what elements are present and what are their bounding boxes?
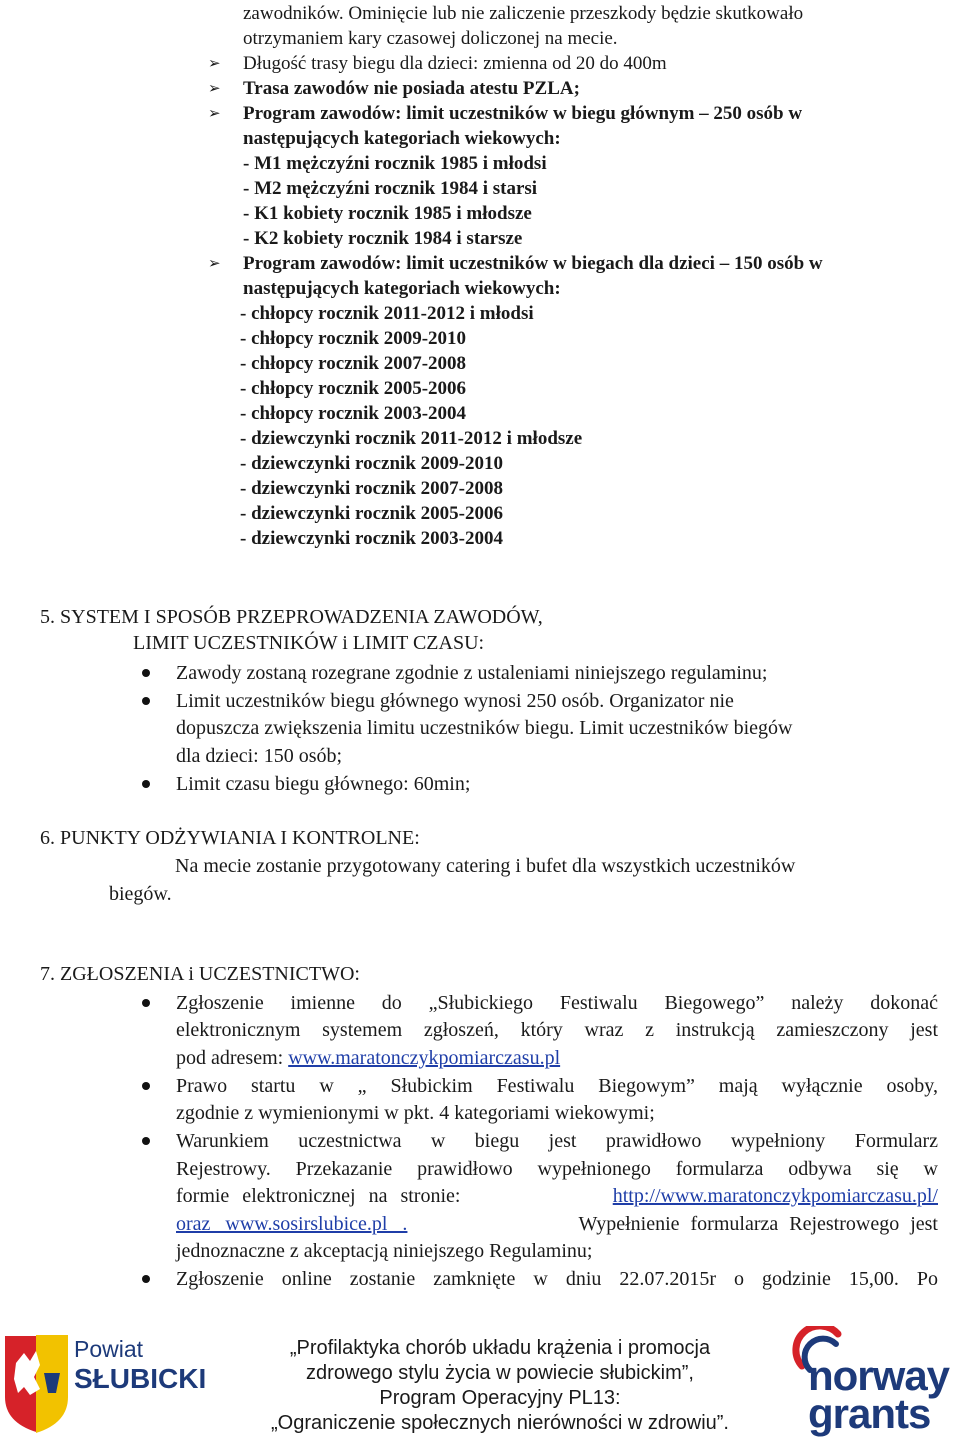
kids-run-limit-line-2: następujących kategoriach wiekowych: bbox=[243, 278, 561, 299]
category-kids: - dziewczynki rocznik 2011-2012 i młodsze bbox=[240, 428, 583, 449]
s7-item-3-line-5: jednoznaczne z akceptacją niniejszego Regulaminu; bbox=[176, 1240, 593, 1262]
category-main: - K1 kobiety rocznik 1985 i młodsze bbox=[243, 203, 532, 224]
registration-link[interactable]: www.maratonczykpomiarczasu.pl bbox=[288, 1047, 561, 1069]
category-kids: - chłopcy rocznik 2011-2012 i młodsi bbox=[240, 303, 534, 324]
s5-item-limit-line-2: dopuszcza zwiększenia limitu uczestników biegu. Limit uczestników biegów bbox=[176, 717, 793, 739]
s5-item-limit-line-1: Limit uczestników biegu głównego wynosi 250 osób. Organizator nie bbox=[176, 690, 734, 712]
footer-caption bbox=[240, 1336, 760, 1436]
category-main: - M2 mężczyźni rocznik 1984 i starsi bbox=[243, 178, 538, 199]
s7-item-3-line-3 bbox=[176, 1182, 938, 1210]
continuation-line-2: otrzymaniem kary czasowej doliczonej na mecie. bbox=[243, 28, 618, 49]
continuation-line-1: zawodników. Ominięcie lub nie zaliczenie przeszkody będzie skutkowało bbox=[243, 3, 804, 24]
category-kids: - chłopcy rocznik 2007-2008 bbox=[240, 353, 467, 374]
bullet-dot-icon bbox=[142, 1082, 150, 1090]
s6-text-line-1: Na mecie zostanie przygotowany catering i bufet dla wszystkich uczestników bbox=[175, 855, 796, 877]
norway-label: norway bbox=[808, 1352, 950, 1399]
category-kids: - dziewczynki rocznik 2007-2008 bbox=[240, 478, 503, 499]
footer-caption-line-2: zdrowego stylu życia w powiecie słubickim”, bbox=[306, 1362, 694, 1384]
section-7-title: 7. ZGŁOSZENIA i UCZESTNICTWO: bbox=[40, 963, 360, 985]
footer-caption-line-3: Program Operacyjny PL13: bbox=[379, 1387, 621, 1409]
category-kids: - dziewczynki rocznik 2005-2006 bbox=[240, 503, 503, 524]
bullet-dot-icon bbox=[142, 697, 150, 705]
s6-text-line-2: biegów. bbox=[109, 883, 172, 905]
category-main: - K2 kobiety rocznik 1984 i starsze bbox=[243, 228, 523, 249]
form-link[interactable]: http://www.maratonczykpomiarczasu.pl/ bbox=[612, 1185, 938, 1207]
footer-slubicki-label: SŁUBICKI bbox=[74, 1363, 207, 1394]
s7-item-1-line-3 bbox=[176, 1044, 560, 1072]
main-run-limit-line-2: następujących kategoriach wiekowych: bbox=[243, 128, 561, 149]
s7-item-1-address-label: pod adresem: bbox=[176, 1047, 289, 1069]
s7-item-3-line-2: Rejestrowy. Przekazanie prawidłowo wypełnionego formularza odbywa się w bbox=[176, 1158, 938, 1180]
s7-item-3-line-1: Warunkiem uczestnictwa w biegu jest prawidłowo wypełniony Formularz bbox=[176, 1130, 938, 1152]
s5-item-time-limit: Limit czasu biegu głównego: 60min; bbox=[176, 773, 471, 795]
s7-item-1-line-2: elektronicznym systemem zgłoszeń, który wraz z instrukcją zamieszczony jest bbox=[176, 1019, 938, 1041]
arrow-bullet-icon: ➢ bbox=[208, 254, 221, 272]
s7-item-4: Zgłoszenie online zostanie zamknięte w dniu 22.07.2015r o godzinie 15,00. Po bbox=[176, 1268, 938, 1290]
s7-item-2-line-1: Prawo startu w „ Słubickim Festiwalu Biegowym” mają wyłącznie osoby, bbox=[176, 1075, 938, 1097]
s7-item-3-form-note: Wypełnienie formularza Rejestrowego jest bbox=[578, 1213, 938, 1235]
section-5-subtitle: LIMIT UCZESTNIKÓW i LIMIT CZASU: bbox=[133, 632, 485, 654]
main-run-limit-line-1: Program zawodów: limit uczestników w biegu głównym – 250 osób w bbox=[243, 103, 803, 124]
section-6-title: 6. PUNKTY ODŻYWIANIA I KONTROLNE: bbox=[40, 827, 420, 849]
category-kids: - dziewczynki rocznik 2003-2004 bbox=[240, 528, 503, 549]
bullet-dot-icon bbox=[142, 780, 150, 788]
category-main: - M1 mężczyźni rocznik 1985 i młodsi bbox=[243, 153, 547, 174]
category-kids: - chłopcy rocznik 2009-2010 bbox=[240, 328, 467, 349]
s7-item-1-line-1: Zgłoszenie imienne do „Słubickiego Festiwalu Biegowego” należy dokonać bbox=[176, 992, 938, 1014]
footer-caption-line-4: „Ograniczenie społecznych nierówności w zdrowiu”. bbox=[271, 1412, 729, 1434]
s5-item-limit-line-3: dla dzieci: 150 osób; bbox=[176, 745, 343, 767]
bullet-dot-icon bbox=[142, 999, 150, 1007]
arrow-bullet-icon: ➢ bbox=[208, 54, 221, 72]
kids-run-limit-line-1: Program zawodów: limit uczestników w biegach dla dzieci – 150 osób w bbox=[243, 253, 823, 274]
s7-item-3-line-4 bbox=[176, 1210, 938, 1238]
bullet-dot-icon bbox=[142, 1275, 150, 1283]
s5-item-rules: Zawody zostaną rozegrane zgodnie z ustaleniami niniejszego regulaminu; bbox=[176, 662, 768, 684]
s7-item-3-form-label: formie elektronicznej na stronie: bbox=[176, 1185, 461, 1207]
category-kids: - chłopcy rocznik 2005-2006 bbox=[240, 378, 467, 399]
arrow-bullet-icon: ➢ bbox=[208, 79, 221, 97]
route-certificate: Trasa zawodów nie posiada atestu PZLA; bbox=[243, 78, 580, 99]
category-kids: - dziewczynki rocznik 2009-2010 bbox=[240, 453, 503, 474]
footer-powiat-label: Powiat bbox=[74, 1336, 144, 1362]
bullet-dot-icon bbox=[142, 669, 150, 677]
powiat-coat-of-arms-icon bbox=[0, 1333, 72, 1435]
sosir-link[interactable]: oraz www.sosirslubice.pl . bbox=[176, 1213, 408, 1235]
category-kids: - chłopcy rocznik 2003-2004 bbox=[240, 403, 467, 424]
grants-label: grants bbox=[808, 1390, 931, 1437]
footer-caption-line-1: „Profilaktyka chorób układu krążenia i promocja bbox=[289, 1337, 711, 1359]
kids-route-length: Długość trasy biegu dla dzieci: zmienna od 20 do 400m bbox=[243, 53, 667, 74]
bullet-dot-icon bbox=[142, 1137, 150, 1145]
s7-item-2-line-2: zgodnie z wymienionymi w pkt. 4 kategoriami wiekowymi; bbox=[176, 1102, 655, 1124]
arrow-bullet-icon: ➢ bbox=[208, 104, 221, 122]
section-5-title: 5. SYSTEM I SPOSÓB PRZEPROWADZENIA ZAWODÓW, bbox=[40, 606, 543, 628]
